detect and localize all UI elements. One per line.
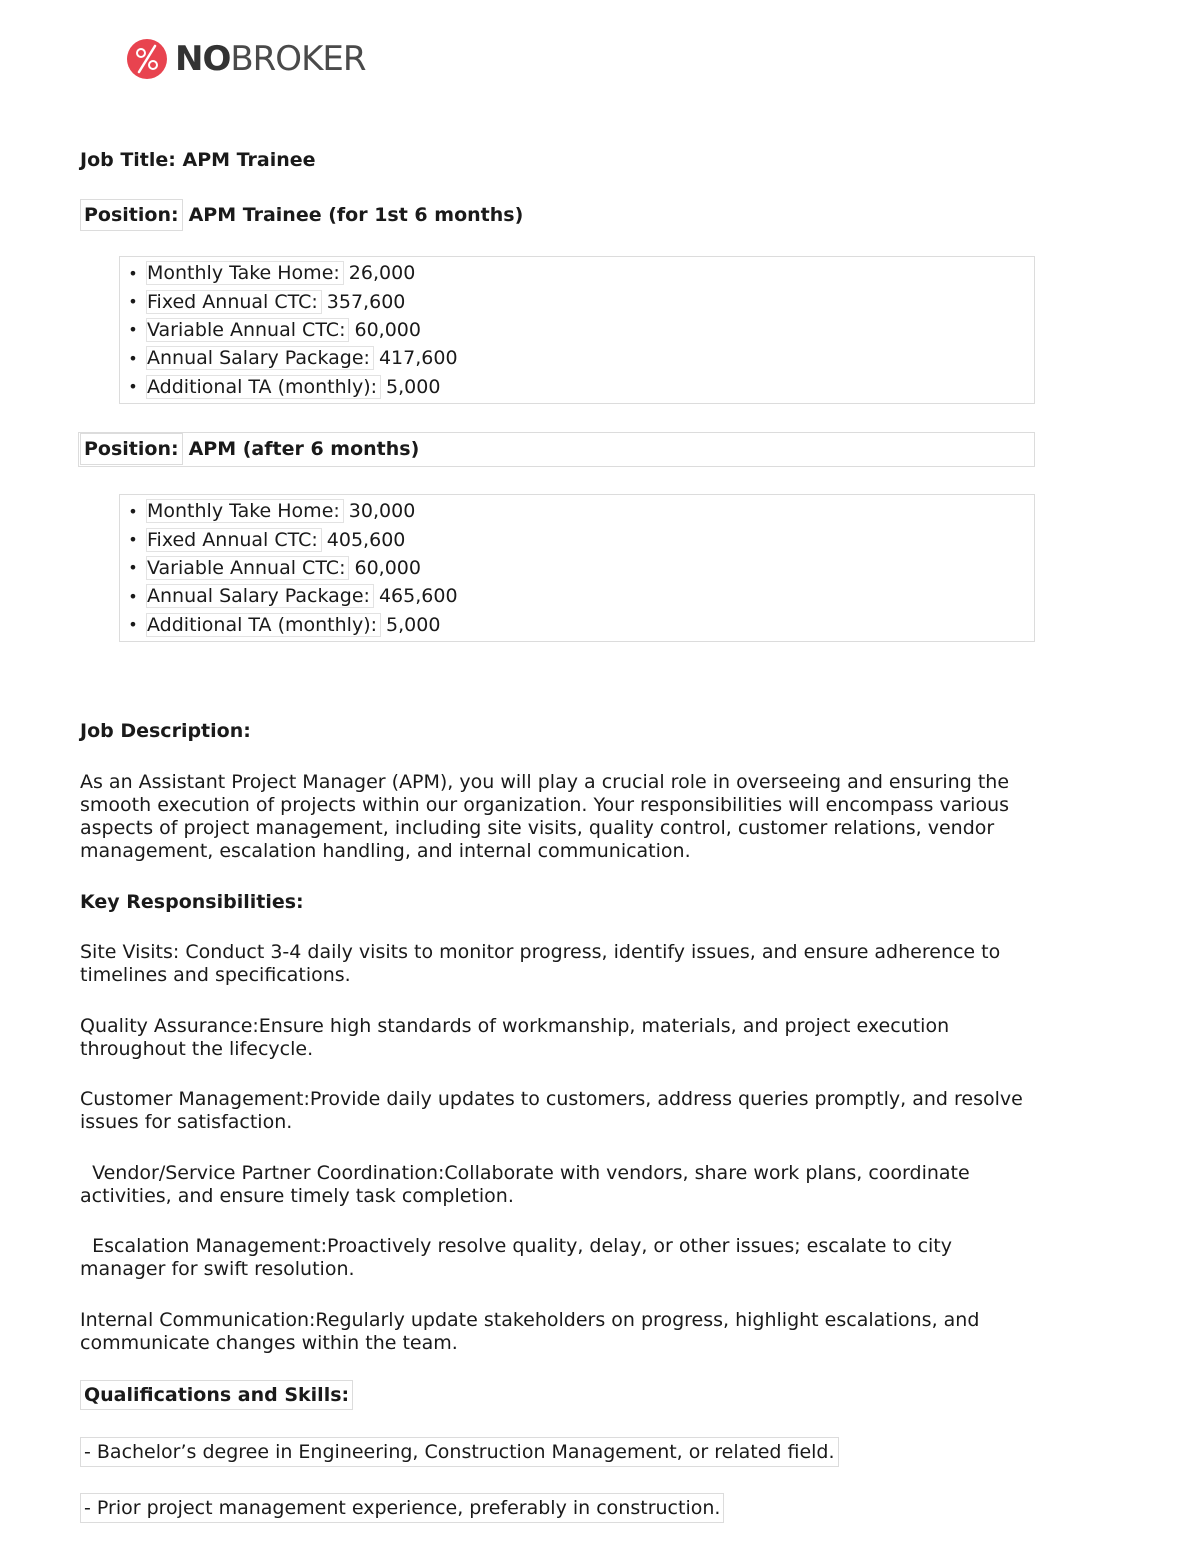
job-description-heading: Job Description: <box>80 720 251 742</box>
list-item: • Additional TA (monthly): 5,000 <box>128 375 441 398</box>
list-item: • Variable Annual CTC: 60,000 <box>128 556 421 579</box>
list-item: • Variable Annual CTC: 60,000 <box>128 318 421 341</box>
position-1-value: APM Trainee (for 1st 6 months) <box>188 204 524 226</box>
responsibility-vendor-coordination: Vendor/Service Partner Coordination:Collaborate with vendors, share work plans, coordinate activities, and ensure timely task completion. <box>80 1162 976 1207</box>
list-item: • Fixed Annual CTC: 405,600 <box>128 528 406 551</box>
responsibility-quality-assurance: Quality Assurance:Ensure high standards of workmanship, materials, and project execution throughout the lifecycle. <box>80 1015 950 1060</box>
job-title: Job Title: APM Trainee <box>80 149 316 171</box>
list-item: • Annual Salary Package: 465,600 <box>128 585 458 608</box>
list-item: • Monthly Take Home: 26,000 <box>128 262 416 285</box>
responsibility-internal-communication: Internal Communication:Regularly update stakeholders on progress, highlight escalations, and communicate changes within the team. <box>80 1309 980 1354</box>
nobroker-logo <box>127 31 365 87</box>
list-item: • Monthly Take Home: 30,000 <box>128 500 416 523</box>
responsibility-customer-management: Customer Management:Provide daily updates to customers, address queries promptly, and resolve issues for satisfaction. <box>80 1088 1023 1133</box>
logo-wordmark: NOBROKER <box>175 39 366 79</box>
position-1-label: Position: <box>80 199 183 231</box>
position-2-salary-list <box>119 494 1035 642</box>
responsibility-site-visits: Site Visits: Conduct 3-4 daily visits to monitor progress, identify issues, and ensure adherence to timelines and specifications. <box>80 941 1001 986</box>
position-2-heading <box>80 433 425 465</box>
position-1-heading <box>80 199 529 231</box>
qualification-degree: - Bachelor’s degree in Engineering, Construction Management, or related field. <box>80 1437 839 1467</box>
list-item: • Fixed Annual CTC: 357,600 <box>128 290 406 313</box>
list-item: • Additional TA (monthly): 5,000 <box>128 613 441 636</box>
nobroker-logo-icon <box>127 31 167 87</box>
qualifications-heading: Qualifications and Skills: <box>80 1380 353 1410</box>
position-2-value: APM (after 6 months) <box>188 438 420 460</box>
list-item: • Annual Salary Package: 417,600 <box>128 347 458 370</box>
position-1-salary-list <box>119 256 1035 404</box>
qualification-experience: - Prior project management experience, preferably in construction. <box>80 1493 724 1523</box>
position-2-label: Position: <box>80 433 183 465</box>
responsibilities-heading: Key Responsibilities: <box>80 891 304 913</box>
job-description-text: As an Assistant Project Manager (APM), you will play a crucial role in overseeing and ensuring the smooth execution of projects within our organization. Your responsibilities will encompass various aspects of project management, including site visits, quality control, customer relations, vendor management, escalation handling, and internal communication. <box>80 771 1010 862</box>
responsibility-escalation-management: Escalation Management:Proactively resolve quality, delay, or other issues; escalate to city manager for swift resolution. <box>80 1235 959 1280</box>
